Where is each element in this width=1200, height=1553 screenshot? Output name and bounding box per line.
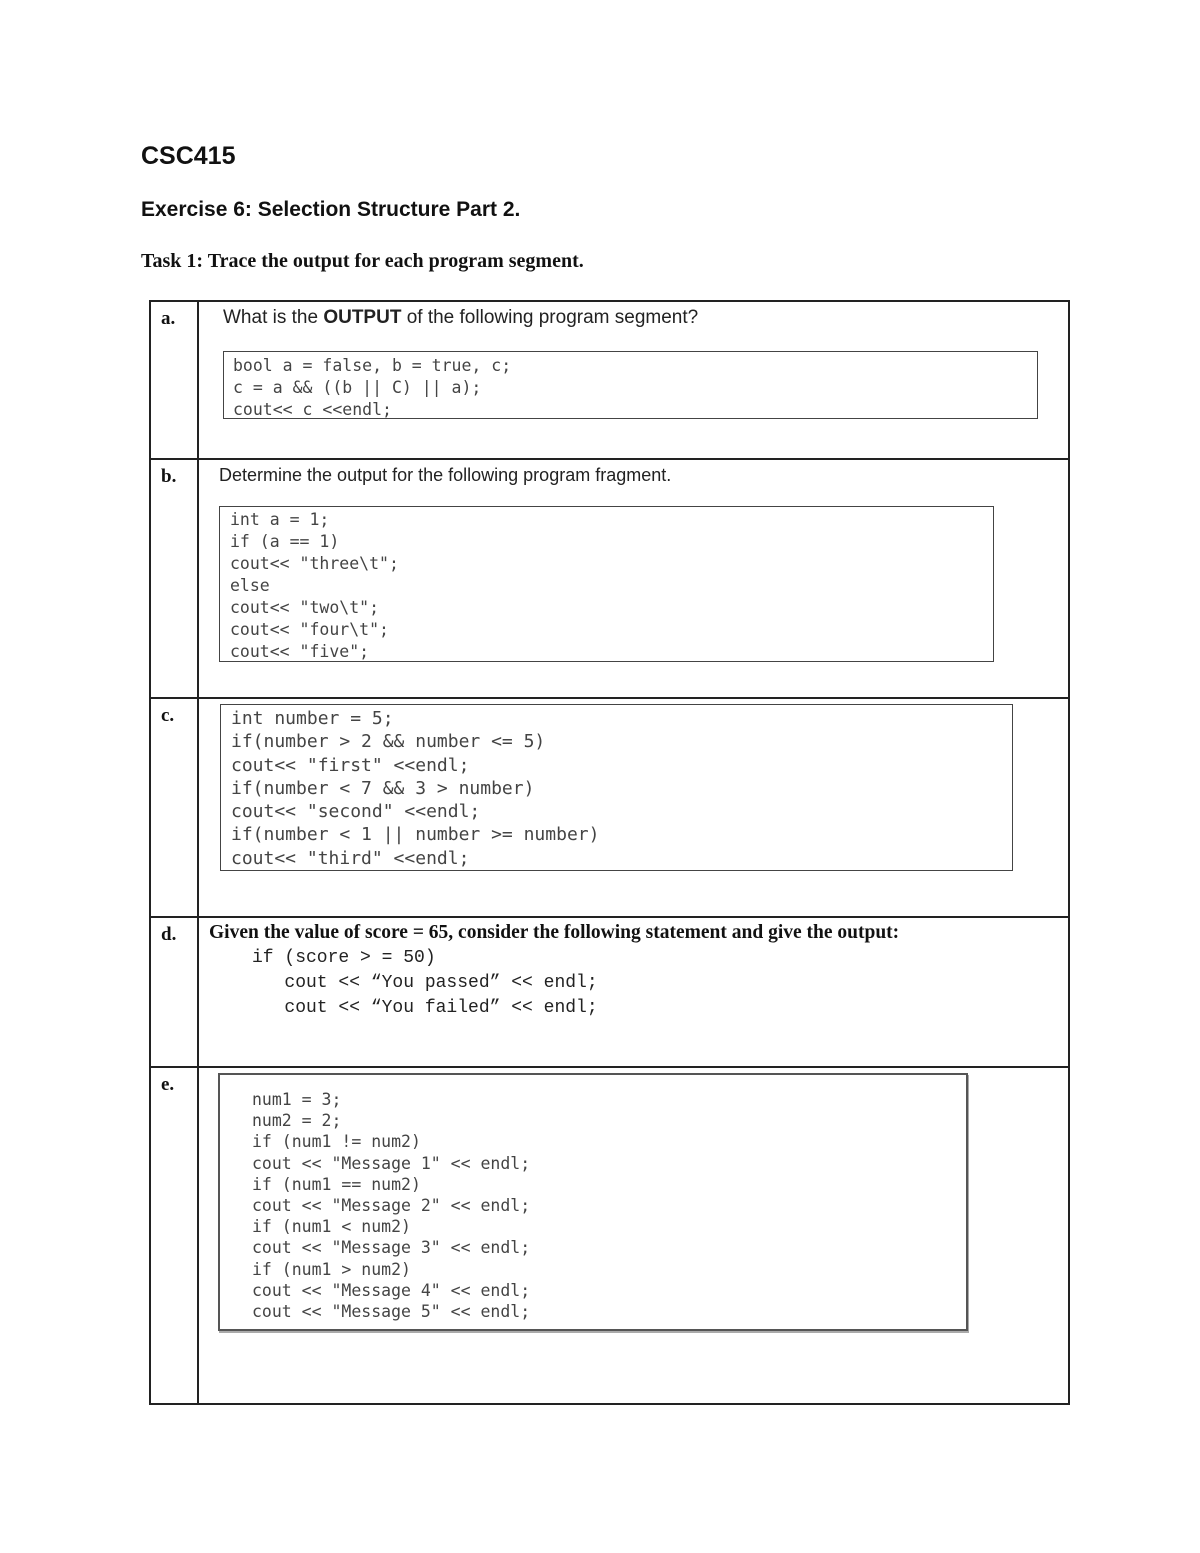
task-row-b	[150, 459, 1069, 698]
code-block	[218, 1073, 968, 1331]
task-row-e	[150, 1067, 1069, 1404]
code-line: cout<< "three\t";	[230, 554, 399, 573]
row-content-cell	[198, 917, 1069, 1067]
row-label-cell	[150, 459, 198, 698]
code-line: else	[230, 576, 270, 595]
course-code: CSC415	[141, 142, 236, 170]
question-text: Determine the output for the following program fragment.	[219, 465, 672, 485]
code-line: int a = 1;	[230, 510, 330, 529]
row-label-cell	[150, 698, 198, 917]
code-line: if(number < 1 || number >= number)	[231, 824, 600, 846]
row-content-cell	[198, 459, 1069, 698]
code-line: if (num1 < num2)	[252, 1217, 411, 1237]
task-row-a	[150, 301, 1069, 459]
exercise-title: Exercise 6: Selection Structure Part 2.	[141, 198, 521, 221]
code-line: cout << “You failed” << endl;	[252, 998, 598, 1018]
code-line: cout << "Message 5" << endl;	[252, 1302, 531, 1322]
code-line: cout<< "five";	[230, 642, 370, 661]
code-line: cout << "Message 1" << endl;	[252, 1153, 531, 1173]
code-line: cout<< "two\t";	[230, 598, 380, 617]
task-instruction: Task 1: Trace the output for each program segment.	[141, 250, 584, 272]
row-content-cell	[198, 698, 1069, 917]
item-label: b.	[161, 466, 177, 487]
code-line: if (score > = 50)	[252, 948, 436, 968]
code-line: cout<< "four\t";	[230, 620, 389, 639]
code-line: bool a = false, b = true, c;	[233, 356, 512, 375]
code-line: cout<< c <<endl;	[233, 400, 392, 419]
item-label: c.	[161, 705, 175, 726]
code-line: cout<< "first" <<endl;	[231, 754, 470, 776]
code-line: cout<< "second" <<endl;	[231, 801, 481, 823]
code-line: if (a == 1)	[230, 532, 340, 551]
row-content-cell	[198, 1067, 1069, 1404]
code-block	[220, 704, 1013, 871]
code-line: cout << "Message 4" << endl;	[252, 1280, 531, 1300]
row-label-cell	[150, 917, 198, 1067]
code-line: if(number > 2 && number <= 5)	[231, 731, 546, 753]
code-line: c = a && ((b || C) || a);	[233, 378, 482, 397]
code-block	[219, 506, 994, 662]
code-line: cout<< "third" <<endl;	[231, 847, 470, 869]
code-line: if (num1 != num2)	[252, 1132, 421, 1152]
code-line: num2 = 2;	[252, 1111, 342, 1131]
code-line: int number = 5;	[231, 708, 394, 729]
task-row-c	[150, 698, 1069, 917]
question-text: Given the value of score = 65, consider the following statement and give the output:	[209, 922, 900, 943]
code-line: cout << "Message 3" << endl;	[252, 1238, 531, 1258]
item-label: d.	[161, 924, 177, 945]
code-line: if(number < 7 && 3 > number)	[231, 777, 535, 799]
task-row-d	[150, 917, 1069, 1067]
tasks-table	[149, 300, 1070, 1405]
code-line: cout << "Message 2" << endl;	[252, 1196, 531, 1216]
code-line: num1 = 3;	[252, 1090, 342, 1109]
question-text: What is the OUTPUT of the following program segment?	[223, 307, 699, 328]
code-line: if (num1 > num2)	[252, 1259, 411, 1279]
item-label: e.	[161, 1074, 175, 1095]
code-line: cout << “You passed” << endl;	[252, 973, 598, 993]
row-content-cell	[198, 301, 1069, 459]
code-line: if (num1 == num2)	[252, 1174, 421, 1194]
row-label-cell	[150, 1067, 198, 1404]
item-label: a.	[161, 308, 176, 329]
row-label-cell	[150, 301, 198, 459]
code-block	[223, 351, 1038, 419]
code-block	[252, 946, 598, 1021]
